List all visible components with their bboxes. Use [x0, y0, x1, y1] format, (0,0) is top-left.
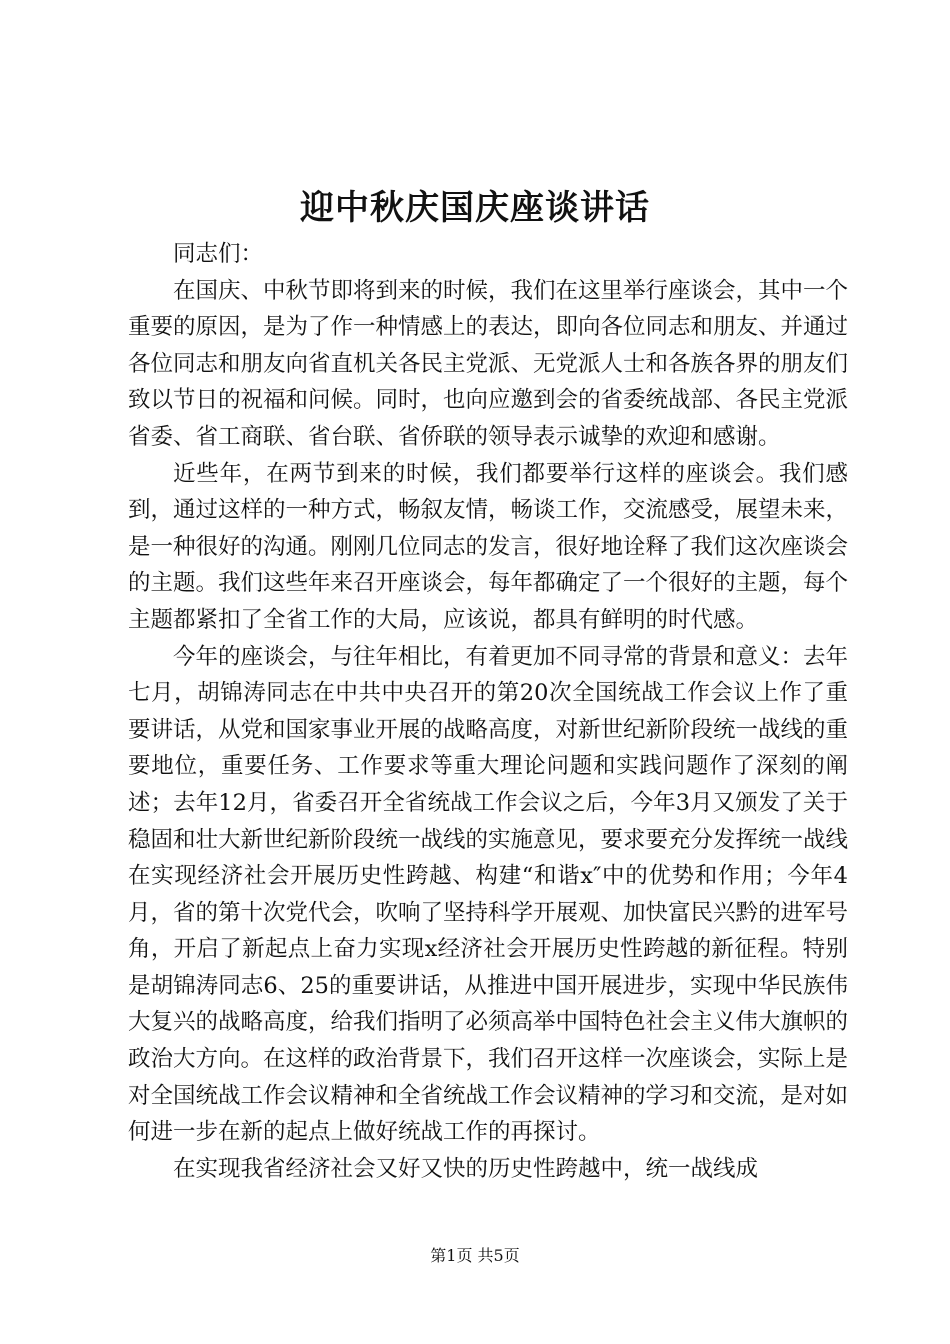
paragraph: 在国庆、中秋节即将到来的时候，我们在这里举行座谈会，其中一个重要的原因，是为了作一种情感上的表达，即向各位同志和朋友、并通过各位同志和朋友向省直机关各民主党派、无党派人士和各族各界的朋友们致以节日的祝福和问候。同时，也向应邀到会的省委统战部、各民主党派省委、省工商联、省台联、省侨联的领导表示诚挚的欢迎和感谢。 [128, 277, 849, 450]
paragraph: 今年的座谈会，与往年相比，有着更加不同寻常的背景和意义：去年七月，胡锦涛同志在中共中央召开的第20次全国统战工作会议上作了重要讲话，从党和国家事业开展的战略高度，对新世纪新阶段统一战线的重要地位，重要任务、工作要求等重大理论问题和实践问题作了深刻的阐述；去年12月，省委召开全省统战工作会议之后，今年3月又颁发了关于稳固和壮大新世纪新阶段统一战线的实施意见，要求要充分发挥统一战线在实现经济社会开展历史性跨越、构建“和谐x″中的优势和作用；今年4月，省的第十次党代会，吹响了坚持科学开展观、加快富民兴黔的进军号角，开启了新起点上奋力实现x经济社会开展历史性跨越的新征程。特别是胡锦涛同志6、25的重要讲话，从推进中国开展进步，实现中华民族伟大复兴的战略高度，给我们指明了必须高举中国特色社会主义伟大旗帜的政治大方向。在这样的政治背景下，我们召开这样一次座谈会，实际上是对全国统战工作会议精神和全省统战工作会议精神的学习和交流，是对如何进一步在新的起点上做好统战工作的再探讨。 [128, 643, 849, 1146]
salutation: 同志们： [173, 241, 264, 267]
document-title: 迎中秋庆国庆座谈讲话 [300, 188, 650, 228]
document-body [128, 236, 848, 1187]
paragraph: 在实现我省经济社会又好又快的历史性跨越中，统一战线成 [173, 1155, 759, 1182]
paragraph: 近些年，在两节到来的时候，我们都要举行这样的座谈会。我们感到，通过这样的一种方式，畅叙友情，畅谈工作，交流感受，展望未来，是一种很好的沟通。刚刚几位同志的发言，很好地诠释了我们这次座谈会的主题。我们这些年来召开座谈会，每年都确定了一个很好的主题，每个主题都紧扣了全省工作的大局，应该说，都具有鲜明的时代感。 [128, 460, 849, 633]
page-number-footer: 第1页 共5页 [430, 1246, 520, 1265]
